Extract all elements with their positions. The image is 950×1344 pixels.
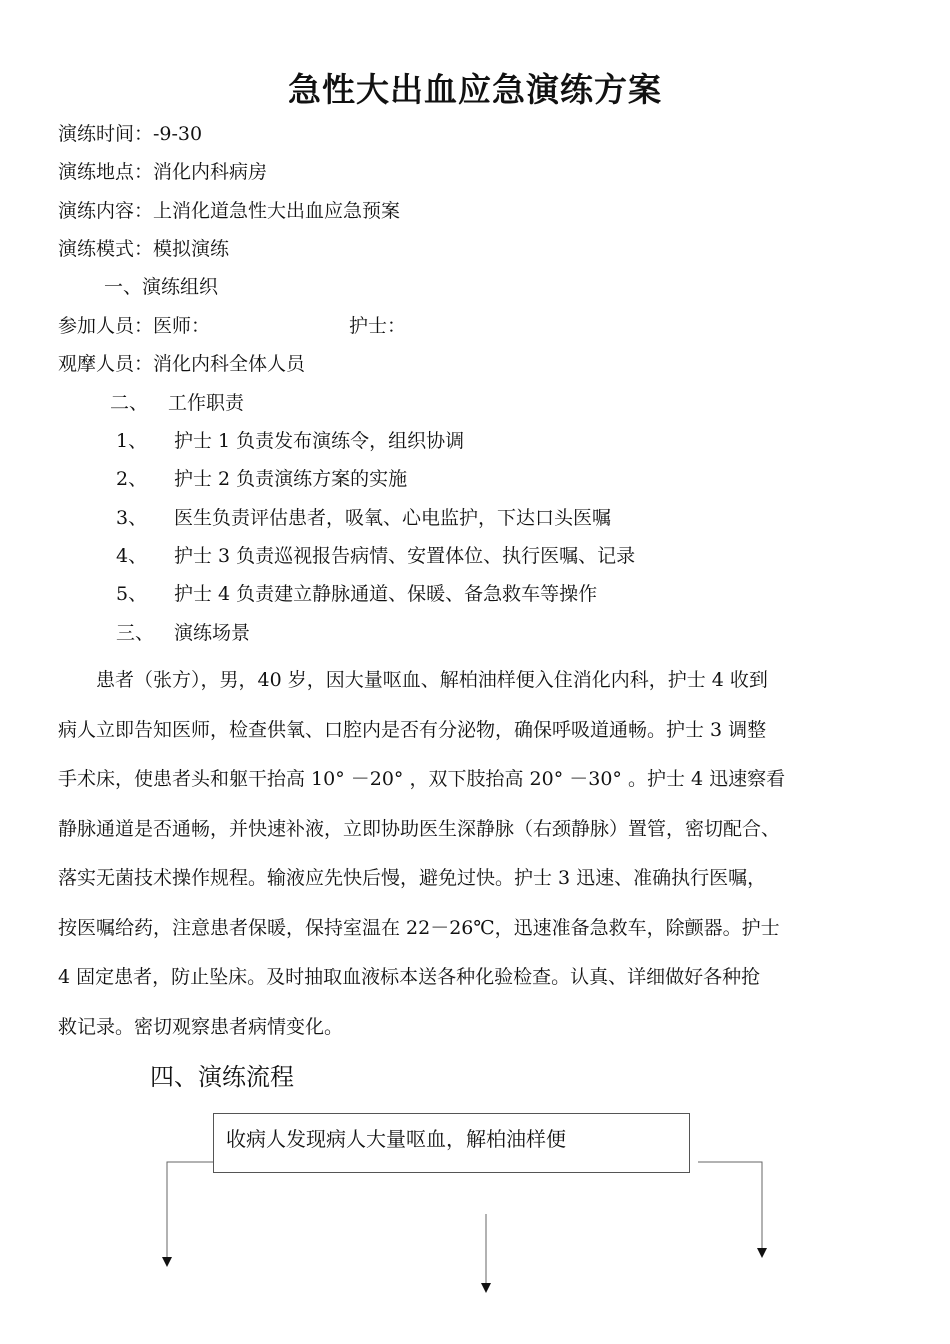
duty-item [116,505,611,531]
drill-content: 演练内容：上消化道急性大出血应急预案 [58,200,401,222]
paragraph-line: 4 固定患者，防止坠床。及时抽取血液标本送各种化验检查。认真、详细做好各种抢 [58,966,761,988]
observers: 观摩人员：消化内科全体人员 [58,353,306,375]
participants-nurse: 护士： [349,315,407,337]
duty-item [116,543,635,569]
section2-heading-text: 工作职责 [168,392,245,414]
center-arrowhead [481,1283,491,1293]
drill-mode: 演练模式：模拟演练 [58,238,230,260]
participants-doctor: 参加人员：医师： [58,315,211,337]
section3-heading [116,620,250,646]
flowchart-start-text: 收病人发现病人大量呕血，解柏油样便 [226,1127,566,1151]
paragraph-line: 按医嘱给药，注意患者保暖，保持室温在 22－26℃，迅速准备急救车，除颤器。护士 [58,916,780,939]
duty-text: 护士 2 负责演练方案的实施 [174,468,408,490]
section3-heading-num: 三、 [116,622,155,644]
section2-heading-num: 二、 [110,392,149,414]
duty-item [116,581,597,607]
drill-time: 演练时间：-9-30 [58,123,203,145]
duty-text: 护士 1 负责发布演练令，组织协调 [174,430,465,452]
section4-heading: 四、演练流程 [150,1063,294,1091]
section3-heading-text: 演练场景 [174,622,251,644]
duty-number: 2、 [116,468,148,490]
duty-number: 3、 [116,507,148,529]
duty-text: 护士 3 负责巡视报告病情、安置体位、执行医嘱、记录 [174,545,636,567]
duty-item [116,466,407,492]
drill-place: 演练地点：消化内科病房 [58,161,268,183]
duty-text: 护士 4 负责建立静脉通道、保暖、备急救车等操作 [174,583,598,605]
section1-heading: 一、演练组织 [104,276,219,298]
left-connector [167,1162,213,1258]
right-connector [698,1162,762,1249]
paragraph-line: 救记录。密切观察患者病情变化。 [58,1015,344,1038]
paragraph-line: 患者（张方），男，40 岁，因大量呕血、解柏油样便入住消化内科，护士 4 收到 [58,669,768,691]
paragraph-line: 静脉通道是否通畅，并快速补液，立即协助医生深静脉（右颈静脉）置管，密切配合、 [58,817,781,840]
section2-heading [110,390,244,416]
page-title: 急性大出血应急演练方案 [288,70,662,109]
left-arrowhead [162,1257,172,1267]
duty-text: 医生负责评估患者，吸氧、心电监护，下达口头医嘱 [174,507,612,529]
duty-number: 1、 [116,430,148,452]
paragraph-line: 病人立即告知医师，检查供氧、口腔内是否有分泌物，确保呼吸道通畅。护士 3 调整 [58,718,767,741]
right-arrowhead [757,1248,767,1258]
paragraph-line: 手术床，使患者头和躯干抬高 10° －20° ，双下肢抬高 20° －30° 。护士 4 迅速察看 [58,768,786,790]
duty-number: 4、 [116,545,148,567]
duty-number: 5、 [116,583,148,605]
paragraph-line: 落实无菌技术操作规程。输液应先快后慢，避免过快。护士 3 迅速、准确执行医嘱， [58,867,767,889]
duty-item [116,428,464,454]
flowchart-start-box [213,1113,690,1173]
scenario-paragraph [58,656,906,1052]
